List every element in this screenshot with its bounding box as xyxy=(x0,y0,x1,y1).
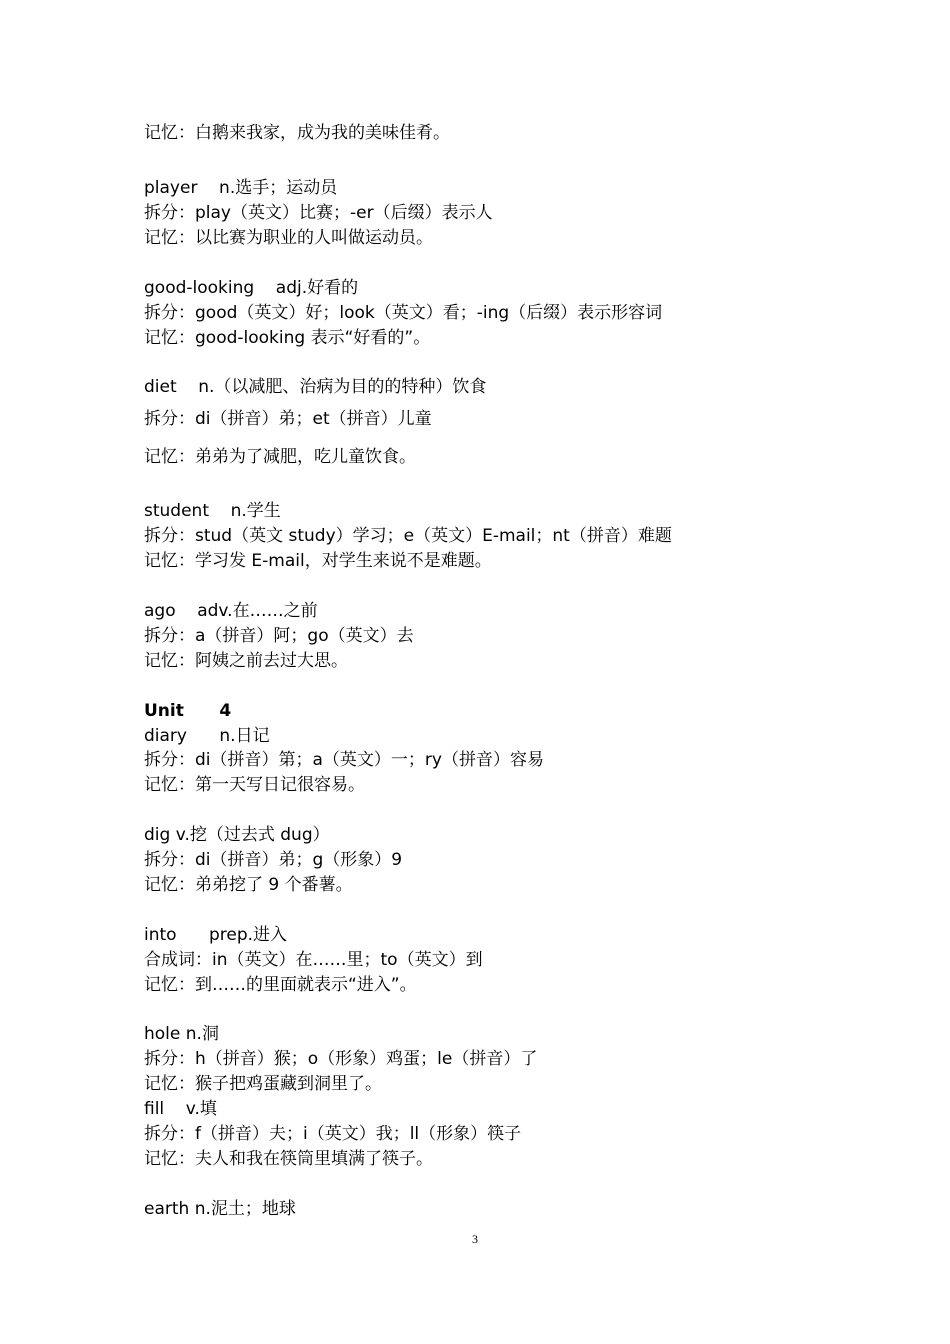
text-line: 记忆：白鹅来我家，成为我的美味佳肴。 xyxy=(144,123,450,143)
text-line: 记忆：弟弟为了减肥，吃儿童饮食。 xyxy=(144,447,416,467)
text-line: 记忆：弟弟挖了 9 个番薯。 xyxy=(144,875,353,895)
entry-headword: hole n.洞 xyxy=(144,1024,219,1044)
text-line: 记忆：到……的里面就表示“进入”。 xyxy=(144,975,417,995)
text-line: 拆分：play（英文）比赛；-er（后缀）表示人 xyxy=(144,203,493,223)
entry-headword: earth n.泥土；地球 xyxy=(144,1199,296,1219)
text-line: 拆分：a（拼音）阿；go（英文）去 xyxy=(144,626,414,646)
entry-headword: ago adv.在……之前 xyxy=(144,601,318,621)
entry-headword: student n.学生 xyxy=(144,501,281,521)
text-line: 记忆：以比赛为职业的人叫做运动员。 xyxy=(144,228,433,248)
entry-headword: player n.选手；运动员 xyxy=(144,178,338,198)
entry-headword: fill v.填 xyxy=(144,1099,217,1119)
text-line: 拆分：di（拼音）第；a（英文）一；ry（拼音）容易 xyxy=(144,750,544,770)
entry-headword: dig v.挖（过去式 dug） xyxy=(144,825,330,845)
text-line: 拆分：f（拼音）夫；i（英文）我；ll（形象）筷子 xyxy=(144,1124,522,1144)
text-line: 拆分：good（英文）好；look（英文）看；-ing（后缀）表示形容词 xyxy=(144,303,663,323)
entry-headword: into prep.进入 xyxy=(144,925,288,945)
page-number: 3 xyxy=(472,1232,478,1246)
text-line: 拆分：di（拼音）弟；g（形象）9 xyxy=(144,850,403,870)
entry-headword: diary n.日记 xyxy=(144,726,270,746)
text-line: 拆分：h（拼音）猴；o（形象）鸡蛋；le（拼音）了 xyxy=(144,1049,538,1069)
text-line: 记忆：第一天写日记很容易。 xyxy=(144,775,365,795)
text-line: 记忆：阿姨之前去过大思。 xyxy=(144,651,348,671)
text-line: 记忆：学习发 E-mail，对学生来说不是难题。 xyxy=(144,551,492,571)
text-line: 拆分：di（拼音）弟；et（拼音）儿童 xyxy=(144,409,432,429)
text-line: 记忆：good-looking 表示“好看的”。 xyxy=(144,328,431,348)
entry-headword: good-looking adj.好看的 xyxy=(144,278,359,298)
text-line: 记忆：猴子把鸡蛋藏到洞里了。 xyxy=(144,1074,382,1094)
text-line: 拆分：stud（英文 study）学习；e（英文）E-mail；nt（拼音）难题 xyxy=(144,526,672,546)
text-line: 合成词：in（英文）在……里；to（英文）到 xyxy=(144,950,483,970)
text-line: 记忆：夫人和我在筷筒里填满了筷子。 xyxy=(144,1149,433,1169)
entry-headword: diet n.（以减肥、治病为目的的特种）饮食 xyxy=(144,377,487,397)
unit-heading: Unit 4 xyxy=(144,701,232,721)
